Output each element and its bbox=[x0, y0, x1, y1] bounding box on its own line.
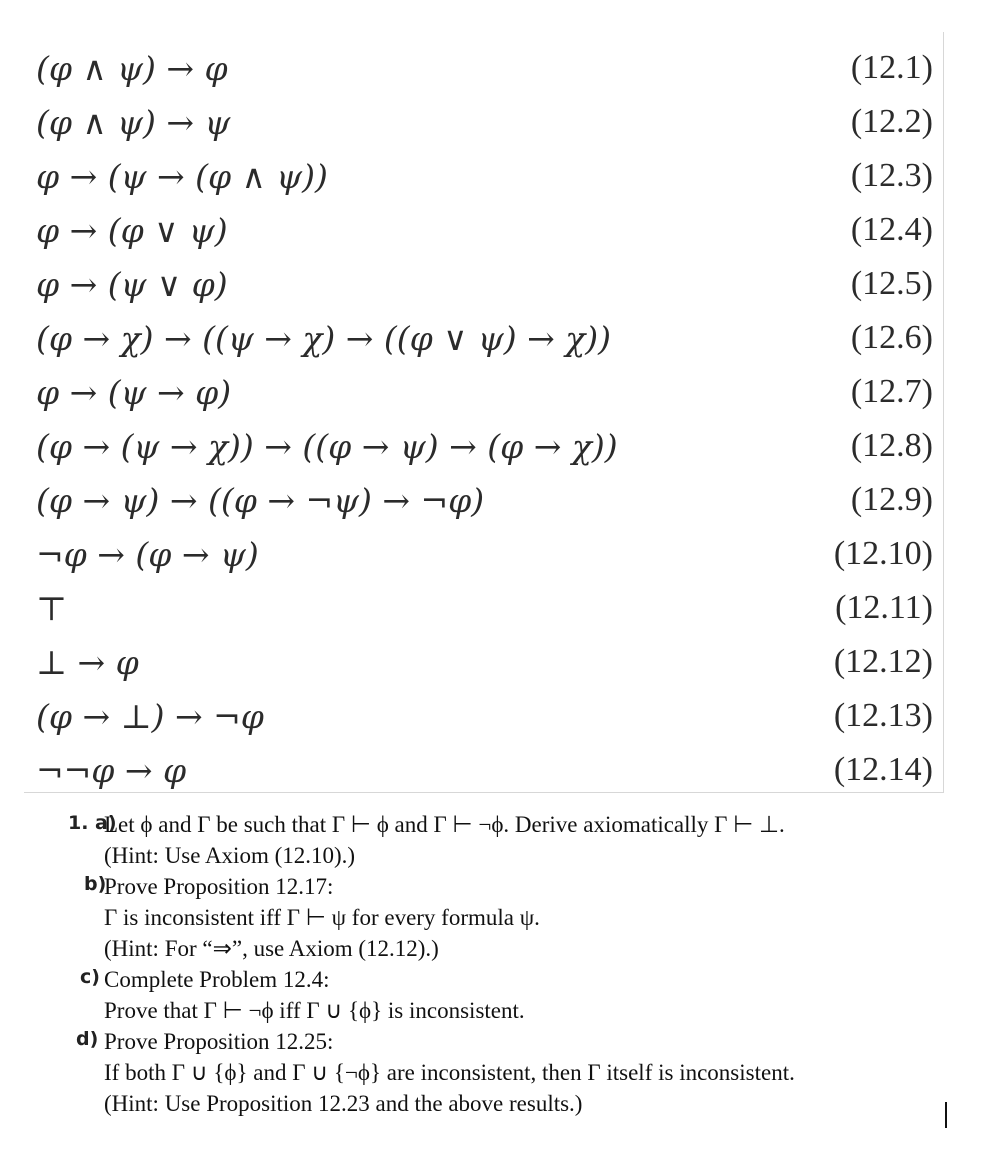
equation-number: (12.4) bbox=[850, 211, 933, 248]
problem-line: (Hint: For “⇒”, use Axiom (12.12).) bbox=[104, 936, 439, 961]
axiom-formula: ¬φ → (φ → ψ) bbox=[36, 534, 259, 574]
axiom-row bbox=[36, 311, 933, 365]
axiom-row bbox=[36, 149, 933, 203]
axiom-row bbox=[36, 473, 933, 527]
axiom-row bbox=[36, 365, 933, 419]
equation-number: (12.13) bbox=[833, 697, 933, 734]
problem-marker-b: b) bbox=[84, 873, 107, 895]
text-cursor bbox=[945, 1102, 947, 1128]
axiom-formula: φ → (φ ∨ ψ) bbox=[36, 210, 228, 250]
equation-number: (12.6) bbox=[850, 319, 933, 356]
axiom-row bbox=[36, 527, 933, 581]
equation-number: (12.12) bbox=[833, 643, 933, 680]
axiom-formula: φ → (ψ ∨ φ) bbox=[36, 264, 228, 304]
problem-line: Γ is inconsistent iff Γ ⊢ ψ for every formula ψ. bbox=[104, 905, 540, 930]
equation-number: (12.11) bbox=[835, 589, 933, 626]
axiom-row bbox=[36, 419, 933, 473]
equation-number: (12.10) bbox=[833, 535, 933, 572]
equation-number: (12.3) bbox=[850, 157, 933, 194]
axiom-row bbox=[36, 581, 933, 635]
axiom-formula: (φ ∧ ψ) → φ bbox=[36, 48, 228, 88]
equation-number: (12.9) bbox=[850, 481, 933, 518]
axiom-formula: (φ → χ) → ((ψ → χ) → ((φ ∨ ψ) → χ)) bbox=[36, 318, 611, 358]
axiom-row bbox=[36, 743, 933, 797]
equation-number: (12.5) bbox=[850, 265, 933, 302]
axiom-formula: (φ → (ψ → χ)) → ((φ → ψ) → (φ → χ)) bbox=[36, 426, 618, 466]
problem-line: Let ϕ and Γ be such that Γ ⊢ ϕ and Γ ⊢ ¬ϕ. Derive axiomatically Γ ⊢ ⊥. bbox=[104, 812, 785, 837]
axiom-formula: ¬¬φ → φ bbox=[36, 750, 187, 790]
axiom-row bbox=[36, 635, 933, 689]
problem-line: (Hint: Use Axiom (12.10).) bbox=[104, 843, 356, 868]
equation-number: (12.7) bbox=[850, 373, 933, 410]
axiom-row bbox=[36, 257, 933, 311]
axiom-formula: φ → (ψ → (φ ∧ ψ)) bbox=[36, 156, 328, 196]
axiom-row bbox=[36, 41, 933, 95]
axiom-formula: ⊥ → φ bbox=[36, 642, 139, 682]
axiom-formula: φ → (ψ → φ) bbox=[36, 372, 232, 412]
axiom-formula: (φ → ψ) → ((φ → ¬ψ) → ¬φ) bbox=[36, 480, 485, 520]
problem-marker-1a: 1. a) bbox=[68, 812, 117, 834]
equation-number: (12.2) bbox=[850, 103, 933, 140]
problem-line: If both Γ ∪ {ϕ} and Γ ∪ {¬ϕ} are inconsistent, then Γ itself is inconsistent. bbox=[104, 1060, 795, 1085]
problem-line: Prove that Γ ⊢ ¬ϕ iff Γ ∪ {ϕ} is inconsistent. bbox=[104, 998, 525, 1023]
axiom-list bbox=[24, 32, 944, 793]
problem-line: Prove Proposition 12.25: bbox=[104, 1029, 334, 1054]
axiom-formula: (φ ∧ ψ) → ψ bbox=[36, 102, 231, 142]
problem-marker-d: d) bbox=[76, 1028, 99, 1050]
equation-number: (12.1) bbox=[850, 49, 933, 86]
problem-marker-c: c) bbox=[80, 966, 100, 988]
axiom-row bbox=[36, 689, 933, 743]
axiom-row bbox=[36, 95, 933, 149]
problem-line: (Hint: Use Proposition 12.23 and the above results.) bbox=[104, 1091, 583, 1116]
problem-line: Complete Problem 12.4: bbox=[104, 967, 330, 992]
axiom-row bbox=[36, 203, 933, 257]
axiom-formula: (φ → ⊥) → ¬φ bbox=[36, 696, 264, 736]
problem-line: Prove Proposition 12.17: bbox=[104, 874, 334, 899]
equation-number: (12.14) bbox=[833, 751, 933, 788]
equation-number: (12.8) bbox=[850, 427, 933, 464]
axiom-formula: ⊤ bbox=[36, 588, 68, 628]
